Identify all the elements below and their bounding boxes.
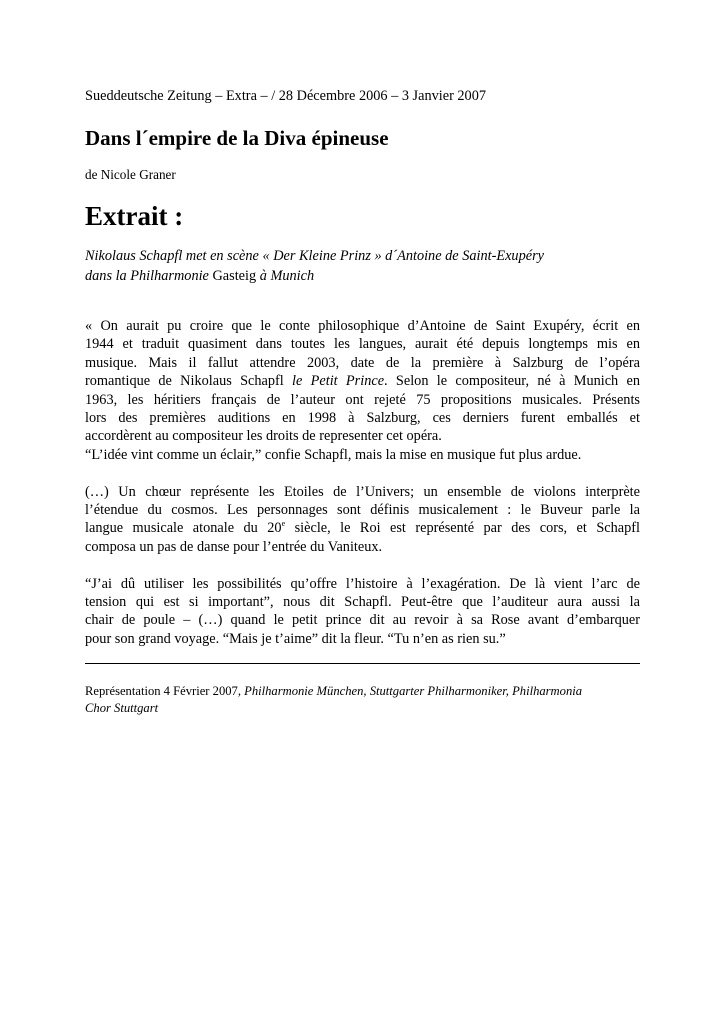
paragraph-line: chair de poule – (…) quand le petit prince dit au revoir à sa Rose avant d’embarquer xyxy=(85,612,640,629)
author-byline: de Nicole Graner xyxy=(85,167,176,182)
paragraph-line: “L’idée vint comme un éclair,” confie Schapfl, mais la mise en musique fut plus ardue. xyxy=(85,446,582,463)
footer-line-1 xyxy=(85,683,640,700)
performance-venue: Philharmonie München, Stuttgarter Philharmoniker, Philharmonia xyxy=(244,684,583,698)
horizontal-rule xyxy=(85,663,640,664)
paragraph-line: musique. Mais il fallut attendre 2003, date de la première à Salzburg de l’opéra xyxy=(85,354,640,371)
paragraph-line: l’étendue du cosmos. Les personnages sont définis musicalement : le Buveur parle la xyxy=(85,502,640,519)
subtitle-venue-name: Gasteig xyxy=(208,268,260,284)
subtitle-line-2 xyxy=(85,266,640,286)
text-span: romantique de Nikolaus Schapfl xyxy=(85,373,293,390)
performance-footer xyxy=(85,683,640,717)
paragraph-3 xyxy=(85,575,640,649)
article-body xyxy=(85,317,640,648)
article-subtitle xyxy=(85,246,640,286)
subtitle-city: à Munich xyxy=(259,268,315,284)
paragraph-2 xyxy=(85,483,640,557)
footer-line-2: Chor Stuttgart xyxy=(85,701,159,715)
source-line: Sueddeutsche Zeitung – Extra – / 28 Décembre 2006 – 3 Janvier 2007 xyxy=(85,88,487,104)
paragraph-line: (…) Un chœur représente les Etoiles de l’Univers; un ensemble de violons interprète xyxy=(85,483,640,500)
paragraph-line xyxy=(85,372,640,390)
paragraph-line: « On aurait pu croire que le conte philosophique d’Antoine de Saint Exupéry, écrit en xyxy=(85,318,640,334)
paragraph-line: 1963, les héritiers français de l’auteur ont rejeté 75 propositions musicales. Présents xyxy=(85,391,640,408)
paragraph-line: pour son grand voyage. “Mais je t’aime” dit la fleur. “Tu n’en as rien su.” xyxy=(85,630,506,647)
opera-title: le Petit Prince xyxy=(292,373,385,390)
superscript: e xyxy=(281,519,286,529)
paragraph-line: tension qui est si important”, nous dit Schapfl. Peut-être que l’auditeur aura aussi la xyxy=(85,594,640,611)
paragraph-line: accordèrent au compositeur les droits de representer cet opéra. xyxy=(85,428,442,445)
paragraph-line: composa un pas de danse pour l’entrée du Vaniteux. xyxy=(85,538,383,555)
article-title: Dans l´empire de la Diva épineuse xyxy=(85,126,389,150)
section-heading: Extrait : xyxy=(85,201,184,231)
paragraph-1 xyxy=(85,317,640,464)
paragraph-line xyxy=(85,519,640,537)
paragraph-line: lors des premières auditions en 1998 à Salzburg, ces derniers furent emballés et xyxy=(85,410,640,427)
text-span: . Selon le compositeur, né à Munich en xyxy=(384,373,640,390)
paragraph-line: 1944 et traduit quasiment dans toutes les langues, aurait été depuis longtemps mis en xyxy=(85,336,640,353)
subtitle-venue-italic: dans la Philharmonie xyxy=(85,268,209,284)
text-span: langue musicale atonale du 20 xyxy=(85,520,282,537)
paragraph-line: “J’ai dû utiliser les possibilités qu’offre l’histoire à l’exagération. De là vient l’arc de xyxy=(85,575,640,592)
subtitle-line-1: Nikolaus Schapfl met en scène « Der Kleine Prinz » d´Antoine de Saint-Exupéry xyxy=(85,248,544,264)
performance-date: Représentation 4 Février 2007, xyxy=(85,684,245,698)
text-span: siècle, le Roi est représenté par des cors, et Schapfl xyxy=(285,520,640,537)
